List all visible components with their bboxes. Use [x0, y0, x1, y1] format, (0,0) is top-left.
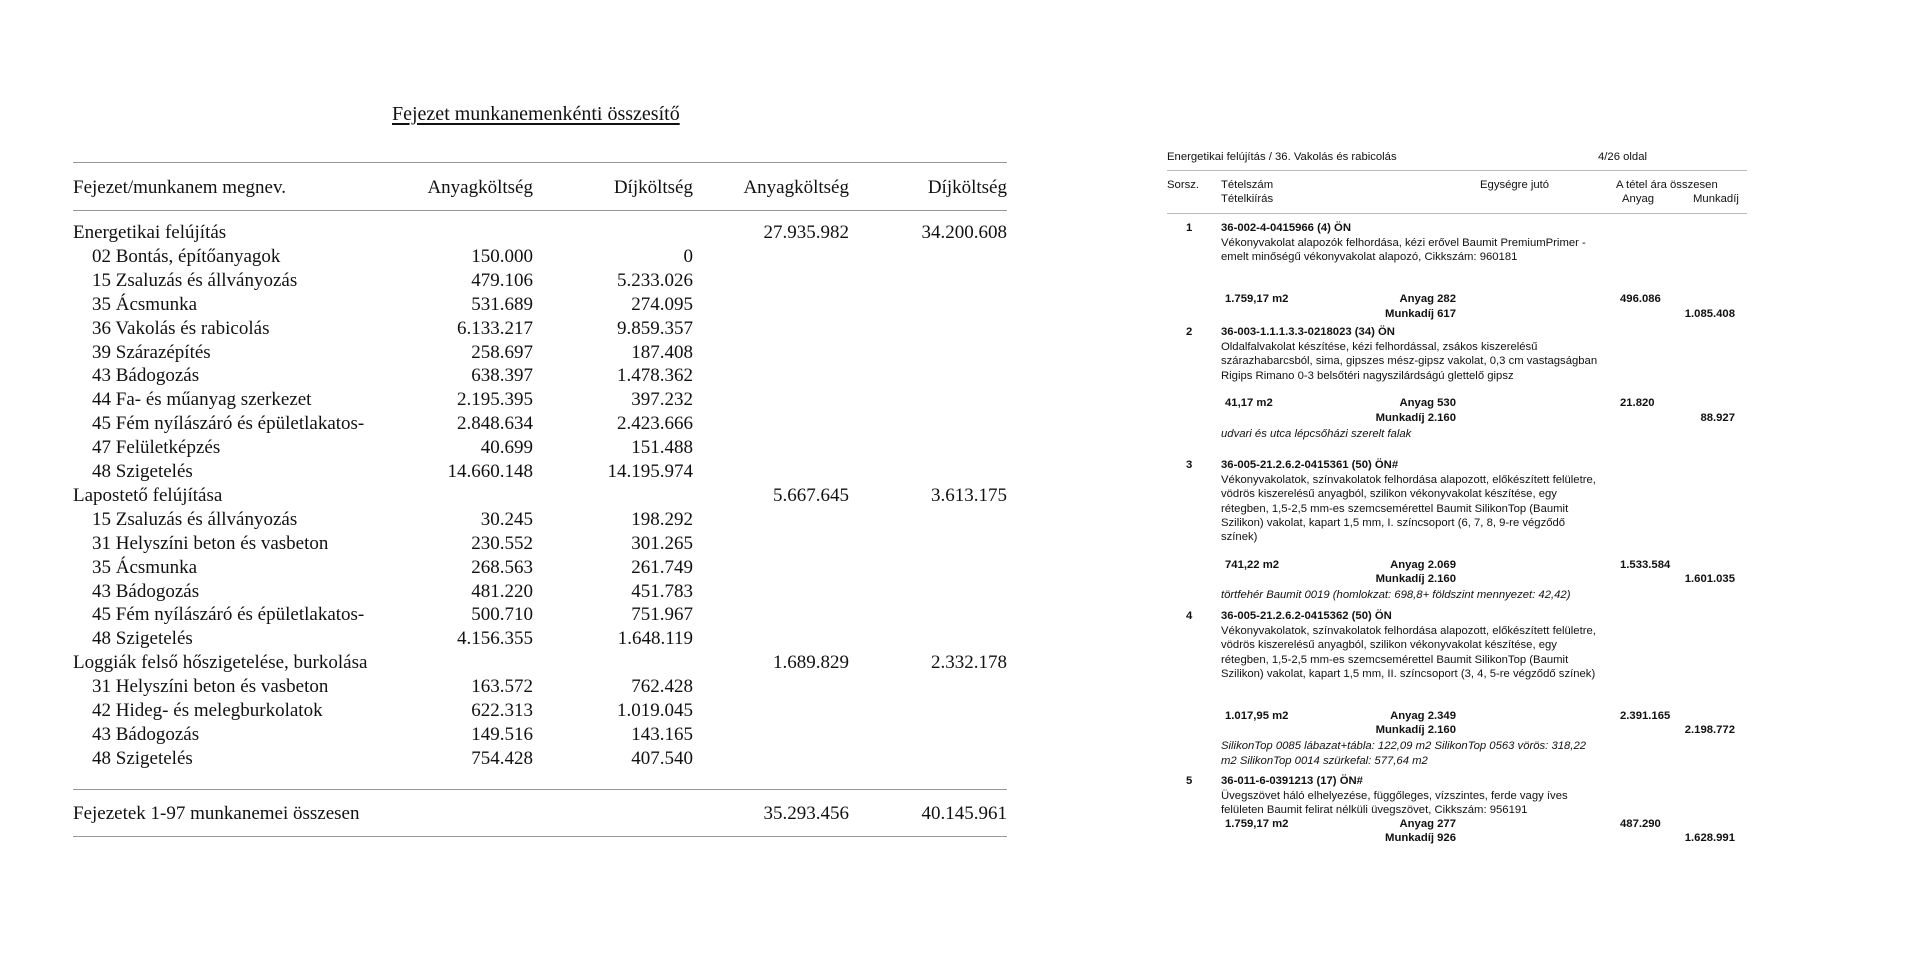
row-dij-1: 762.428	[631, 676, 693, 698]
unit-anyag-price: Anyag 282	[1399, 293, 1456, 306]
table-row	[73, 293, 1007, 317]
item-code: 36-005-21.2.6.2-0415362 (50) ÖN	[1221, 610, 1392, 622]
row-dij-1: 5.233.026	[617, 269, 693, 291]
row-anyag-1: 40.699	[480, 437, 533, 459]
total-munkadij: 1.601.035	[1684, 573, 1735, 586]
detail-page	[1160, 0, 1760, 954]
header-top-rule	[73, 162, 1007, 163]
row-name: Lapostető felújítása	[73, 484, 223, 506]
table-row	[73, 364, 1007, 388]
row-dij-1: 2.423.666	[617, 413, 693, 435]
header-dij-1: Díjköltség	[613, 177, 693, 198]
item-number: 2	[1186, 326, 1193, 338]
row-name: 45 Fém nyílászáró és épületlakatos-	[92, 604, 365, 626]
row-name: 43 Bádogozás	[92, 580, 200, 602]
row-name: 48 Szigetelés	[92, 747, 193, 769]
total-anyag: 1.533.584	[1620, 558, 1671, 571]
unit-munkadij-price: Munkadíj 2.160	[1375, 411, 1456, 424]
row-dij-2: 3.613.175	[931, 484, 1007, 506]
header-egysegre: Egységre jutó	[1480, 179, 1550, 191]
item-number: 3	[1186, 459, 1193, 471]
unit-munkadij-price: Munkadíj 617	[1385, 307, 1456, 320]
row-dij-1: 0	[683, 245, 693, 267]
item-description: Vékonyvakolatok, színvakolatok felhordása alapozott, előkészített felületre, vödrös kiszerelésű anyagból, szilikon vékonyvakolat készítése, egy rétegben, 1,5-2,5 mm-es szemcsemérettel Baumit SilikonTop (Baumit Szilikon) vakolat, kapart 1,5 mm, I. színcsoport (6, 7, 8, 9-re végződő színek)	[1221, 474, 1596, 544]
chapter-row	[73, 484, 1007, 508]
row-dij-2: 2.332.178	[931, 652, 1007, 674]
page-indicator: 4/26 oldal	[1598, 151, 1647, 163]
table-row	[73, 556, 1007, 580]
chapter-row	[73, 221, 1007, 245]
row-anyag-1: 4.156.355	[457, 628, 533, 650]
header-bottom-rule	[1167, 213, 1747, 214]
unit-munkadij-price: Munkadíj 2.160	[1375, 724, 1456, 737]
header-bottom-rule	[73, 210, 1007, 211]
item-quantity: 1.759,17 m2	[1225, 293, 1289, 306]
item-quantity: 41,17 m2	[1225, 397, 1273, 410]
item-note: SilikonTop 0085 lábazat+tábla: 122,09 m2 SilikonTop 0563 vörös: 318,22 m2 SilikonTop 0014 szürkefal: 577,64 m2	[1221, 740, 1587, 767]
row-name: 02 Bontás, építőanyagok	[92, 245, 281, 267]
row-anyag-1: 14.660.148	[447, 461, 533, 482]
total-anyag: 496.086	[1620, 293, 1661, 306]
unit-munkadij-price: Munkadíj 926	[1385, 831, 1456, 844]
row-anyag-2: 5.667.645	[773, 484, 849, 506]
row-anyag-1: 500.710	[471, 604, 533, 626]
total-munkadij: 2.198.772	[1684, 724, 1735, 737]
total-top-rule	[73, 789, 1007, 790]
item-quantity: 741,22 m2	[1225, 558, 1280, 571]
total-label: Fejezetek 1-97 munkanemei összesen	[73, 803, 360, 824]
row-dij-1: 274.095	[631, 293, 693, 315]
total-dij: 40.145.961	[921, 803, 1007, 824]
item-quantity: 1.759,17 m2	[1225, 817, 1289, 830]
table-row	[73, 508, 1007, 532]
row-dij-1: 198.292	[631, 508, 693, 530]
chapter-row	[73, 651, 1007, 675]
row-name: 44 Fa- és műanyag szerkezet	[92, 389, 312, 411]
unit-anyag-price: Anyag 530	[1399, 397, 1456, 410]
table-row	[73, 699, 1007, 723]
row-name: 42 Hideg- és melegburkolatok	[92, 700, 323, 721]
table-row	[73, 245, 1007, 269]
item-number: 4	[1186, 610, 1193, 622]
row-dij-1: 397.232	[631, 389, 693, 411]
unit-anyag-price: Anyag 277	[1399, 817, 1456, 830]
row-name: 35 Ácsmunka	[92, 556, 198, 578]
row-dij-1: 261.749	[631, 556, 693, 578]
row-anyag-1: 531.689	[471, 293, 533, 315]
row-anyag-1: 230.552	[471, 532, 533, 554]
header-anyag-2: Anyagköltség	[743, 177, 849, 198]
row-dij-1: 187.408	[631, 341, 693, 363]
table-row	[73, 747, 1007, 771]
row-dij-1: 1.478.362	[617, 365, 693, 387]
total-row	[73, 802, 1007, 826]
item-note: törtfehér Baumit 0019 (homlokzat: 698,8+ földszint mennyezet: 42,42)	[1221, 589, 1571, 602]
total-anyag: 2.391.165	[1620, 709, 1671, 722]
row-name: Loggiák felső hőszigetelése, burkolása	[73, 652, 368, 674]
table-row	[73, 341, 1007, 365]
item-note: udvari és utca lépcsőházi szerelt falak	[1221, 427, 1412, 440]
table-row	[73, 317, 1007, 341]
header-dij-2: Díjköltség	[927, 177, 1007, 198]
page-title: Fejezet munkanemenkénti összesítő	[392, 103, 680, 125]
item-code: 36-002-4-0415966 (4) ÖN	[1221, 222, 1351, 234]
row-name: 35 Ácsmunka	[92, 293, 198, 315]
table-row	[73, 675, 1007, 699]
item-description: Vékonyvakolat alapozók felhordása, kézi erővel Baumit PremiumPrimer - emelt minőségű vékonyvakolat alapozó, Cikkszám: 960181	[1221, 237, 1586, 264]
table-row	[73, 532, 1007, 556]
row-anyag-1: 30.245	[480, 508, 533, 530]
row-name: 45 Fém nyílászáró és épületlakatos-	[92, 413, 365, 435]
total-bottom-rule	[73, 836, 1007, 837]
item-code: 36-011-6-0391213 (17) ÖN#	[1221, 775, 1363, 787]
header-osszesen: A tétel ára összesen	[1616, 179, 1718, 191]
row-anyag-1: 163.572	[471, 676, 533, 698]
row-anyag-1: 754.428	[471, 747, 533, 769]
table-row	[73, 436, 1007, 460]
row-dij-1: 751.967	[631, 604, 693, 626]
unit-anyag-price: Anyag 2.349	[1390, 709, 1456, 722]
unit-munkadij-price: Munkadíj 2.160	[1375, 573, 1456, 586]
row-anyag-1: 2.848.634	[457, 413, 533, 435]
row-anyag-1: 479.106	[471, 269, 533, 291]
row-name: 15 Zsaluzás és állványozás	[92, 269, 298, 291]
table-row	[73, 580, 1007, 604]
item-number: 1	[1186, 222, 1193, 234]
table-row	[73, 603, 1007, 627]
item-code: 36-003-1.1.1.3.3-0218023 (34) ÖN	[1221, 326, 1395, 338]
unit-anyag-price: Anyag 2.069	[1390, 558, 1456, 571]
item-quantity: 1.017,95 m2	[1225, 709, 1289, 722]
row-anyag-1: 268.563	[471, 556, 533, 578]
header-tetelszam: Tételszám	[1221, 179, 1274, 191]
total-munkadij: 1.085.408	[1684, 307, 1735, 320]
row-name: 31 Helyszíni beton és vasbeton	[92, 676, 329, 698]
row-anyag-1: 258.697	[471, 341, 533, 363]
table-row	[73, 269, 1007, 293]
table-header	[73, 176, 1007, 200]
row-anyag-2: 1.689.829	[773, 652, 849, 674]
row-anyag-1: 149.516	[471, 723, 533, 745]
row-anyag-1: 638.397	[471, 365, 533, 387]
row-name: 48 Szigetelés	[92, 628, 193, 650]
table-row	[73, 460, 1007, 484]
row-name: 36 Vakolás és rabicolás	[92, 317, 270, 339]
row-dij-1: 407.540	[631, 747, 693, 769]
total-anyag: 487.290	[1620, 817, 1661, 830]
total-anyag: 21.820	[1620, 397, 1655, 410]
row-dij-1: 451.783	[631, 580, 693, 602]
row-dij-1: 143.165	[631, 723, 693, 745]
header-munkadij: Munkadíj	[1693, 193, 1739, 205]
breadcrumb: Energetikai felújítás / 36. Vakolás és rabicolás	[1167, 151, 1397, 163]
header-top-rule	[1167, 170, 1747, 171]
item-description: Üvegszövet háló elhelyezése, függőleges, vízszintes, ferde vagy íves felületen Baumit felirat nélküli üvegszövet, Cikkszám: 956191	[1221, 790, 1568, 817]
table-row	[73, 723, 1007, 747]
row-name: 43 Bádogozás	[92, 365, 200, 387]
header-tetelkiiras: Tételkiírás	[1221, 193, 1274, 205]
row-anyag-1: 6.133.217	[457, 317, 533, 339]
table-row	[73, 388, 1007, 412]
row-anyag-1: 481.220	[471, 580, 533, 602]
row-anyag-1: 622.313	[471, 700, 533, 721]
row-anyag-1: 2.195.395	[457, 389, 533, 411]
row-dij-1: 1.648.119	[617, 628, 693, 650]
header-anyag-1: Anyagköltség	[427, 177, 533, 198]
row-name: 31 Helyszíni beton és vasbeton	[92, 532, 329, 554]
total-munkadij: 1.628.991	[1684, 831, 1735, 844]
item-description: Oldalfalvakolat készítése, kézi felhordással, zsákos kiszerelésű szárazhabarcsból, sima, gipszes mész-gipsz vakolat, 0,3 cm vastagságban Rigips Rimano 0-3 belsőtéri nagyszilárdságú glettelő gipsz	[1221, 341, 1598, 382]
item-number: 5	[1186, 775, 1193, 787]
row-name: 39 Szárazépítés	[92, 341, 211, 363]
row-dij-1: 9.859.357	[617, 317, 693, 339]
row-dij-1: 301.265	[631, 532, 693, 554]
total-anyag: 35.293.456	[763, 803, 849, 824]
row-name: 47 Felületképzés	[92, 437, 221, 459]
row-name: Energetikai felújítás	[73, 222, 227, 243]
total-munkadij: 88.927	[1700, 411, 1735, 424]
row-name: 43 Bádogozás	[92, 723, 200, 745]
header-sorsz: Sorsz.	[1167, 179, 1200, 191]
row-anyag-2: 27.935.982	[763, 222, 849, 243]
row-dij-1: 1.019.045	[617, 700, 693, 721]
item-description: Vékonyvakolatok, színvakolatok felhordása alapozott, előkészített felületre, vödrös kiszerelésű anyagból, szilikon vékonyvakolat készítése, egy rétegben, 1,5-2,5 mm-es szemcsemérettel Baumit SilikonTop (Baumit Szilikon) vakolat, kapart 1,5 mm, II. színcsoport (3, 4, 5-re végződő színek)	[1221, 625, 1596, 680]
item-code: 36-005-21.2.6.2-0415361 (50) ÖN#	[1221, 459, 1399, 471]
table-row	[73, 627, 1007, 651]
row-dij-1: 14.195.974	[607, 461, 693, 482]
row-dij-1: 151.488	[631, 437, 693, 459]
row-dij-2: 34.200.608	[921, 222, 1007, 243]
row-anyag-1: 150.000	[471, 245, 533, 267]
row-name: 48 Szigetelés	[92, 461, 193, 482]
header-anyag: Anyag	[1622, 193, 1655, 205]
table-row	[73, 412, 1007, 436]
header-name: Fejezet/munkanem megnev.	[73, 177, 286, 198]
row-name: 15 Zsaluzás és állványozás	[92, 508, 298, 530]
